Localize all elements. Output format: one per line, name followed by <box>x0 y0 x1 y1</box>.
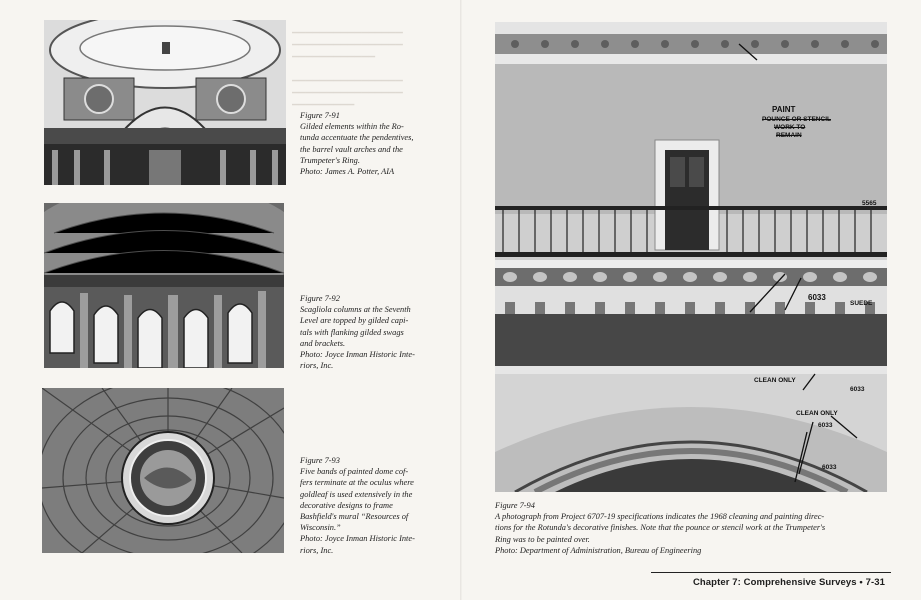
caption-line: the barrel vault arches and the <box>300 144 403 154</box>
annotation-clean-only: CLEAN ONLY <box>754 377 796 384</box>
photo-dome-oculus <box>42 388 284 553</box>
annotation-code-5565: 5565 <box>862 200 877 207</box>
caption-line: tions for the Rotunda's decorative finishes. Note that the pounce or stencil work at the Trumpeter's <box>495 523 826 533</box>
caption-line: Photo: Joyce Inman Historic Inte- <box>300 350 415 360</box>
annotation-code-6033: 6033 <box>822 464 837 471</box>
caption-line: Figure 7-93 <box>300 456 340 465</box>
caption-line: Photo: Department of Administration, Bureau of Engineering <box>495 545 702 555</box>
caption-line: goldleaf is used extensively in the <box>300 489 413 499</box>
page-fold <box>460 0 462 600</box>
photo-scagliola-columns <box>44 203 284 368</box>
caption-line: Gilded elements within the Ro- <box>300 122 404 132</box>
annotation-pounce-or-stencil: POUNCE OR STENCIL <box>762 116 831 123</box>
annotation-code-6033: 6033 <box>818 422 833 429</box>
footer-bullet: • <box>859 577 863 588</box>
caption-line: Photo: Joyce Inman Historic Inte- <box>300 534 415 544</box>
figure-7-92-caption <box>300 293 415 371</box>
caption-line: riors, Inc. <box>300 361 334 371</box>
annotation-paint: PAINT <box>772 105 796 114</box>
caption-line: and brackets. <box>300 338 346 348</box>
figure-7-94-caption <box>495 500 825 556</box>
caption-line: fers terminate at the oculus where <box>300 478 414 488</box>
annotation-code-6033: 6033 <box>808 293 826 302</box>
caption-line: Figure 7-91 <box>300 111 340 120</box>
caption-line: tunda accentuate the pendentives, <box>300 133 414 143</box>
caption-line: Level are topped by gilded capi- <box>300 316 409 326</box>
chapter-title: Chapter 7: Comprehensive Surveys <box>692 577 857 588</box>
dome-illustration <box>42 388 284 553</box>
annotation-remain: REMAIN <box>776 132 802 139</box>
page-number: 7-31 <box>865 577 885 588</box>
annotation-suede: SUEDE <box>850 300 873 307</box>
caption-line: Wisconsin.” <box>300 523 341 533</box>
page-footer <box>693 577 885 588</box>
figure-7-93-caption <box>300 455 415 556</box>
annotation-work-to: WORK TO <box>774 124 806 131</box>
photo-rotunda-gilded-elements <box>44 20 286 185</box>
caption-line: Five bands of painted dome cof- <box>300 467 409 477</box>
annotation-code-6033: 6033 <box>850 386 865 393</box>
caption-line: Figure 7-92 <box>300 294 340 303</box>
bleed-through-text-left: ▁▁▁▁▁▁▁▁▁▁▁▁▁▁▁▁ ▁▁▁▁▁▁▁▁▁▁▁▁▁▁▁▁ ▁▁▁▁▁▁▁▁▁▁▁▁ ▁▁▁▁▁▁▁▁▁▁▁▁▁▁▁▁ ▁▁▁▁▁▁▁▁▁▁▁▁▁▁▁▁ ▁▁▁▁▁▁▁▁▁ <box>292 23 403 105</box>
caption-line: Ring was to be painted over. <box>495 534 590 544</box>
columns-illustration <box>44 203 284 368</box>
caption-line: Trumpeter's Ring. <box>300 155 360 165</box>
caption-line: A photograph from Project 6707-19 specifications indicates the 1968 cleaning and painting direc- <box>495 512 825 522</box>
caption-line: decorative designs to frame <box>300 500 393 510</box>
figure-7-91-caption <box>300 110 414 177</box>
annotation-clean-only: CLEAN ONLY <box>796 410 838 417</box>
caption-line: riors, Inc. <box>300 545 334 555</box>
caption-line: Scagliola columns at the Seventh <box>300 305 411 315</box>
caption-line: Bashfield's mural “Resources of <box>300 512 409 522</box>
caption-line: Photo: James A. Potter, AIA <box>300 167 395 177</box>
caption-line: tals with flanking gilded swags <box>300 327 404 337</box>
rotunda-illustration <box>44 20 286 185</box>
footer-rule <box>651 572 891 573</box>
caption-line: Figure 7-94 <box>495 501 535 510</box>
